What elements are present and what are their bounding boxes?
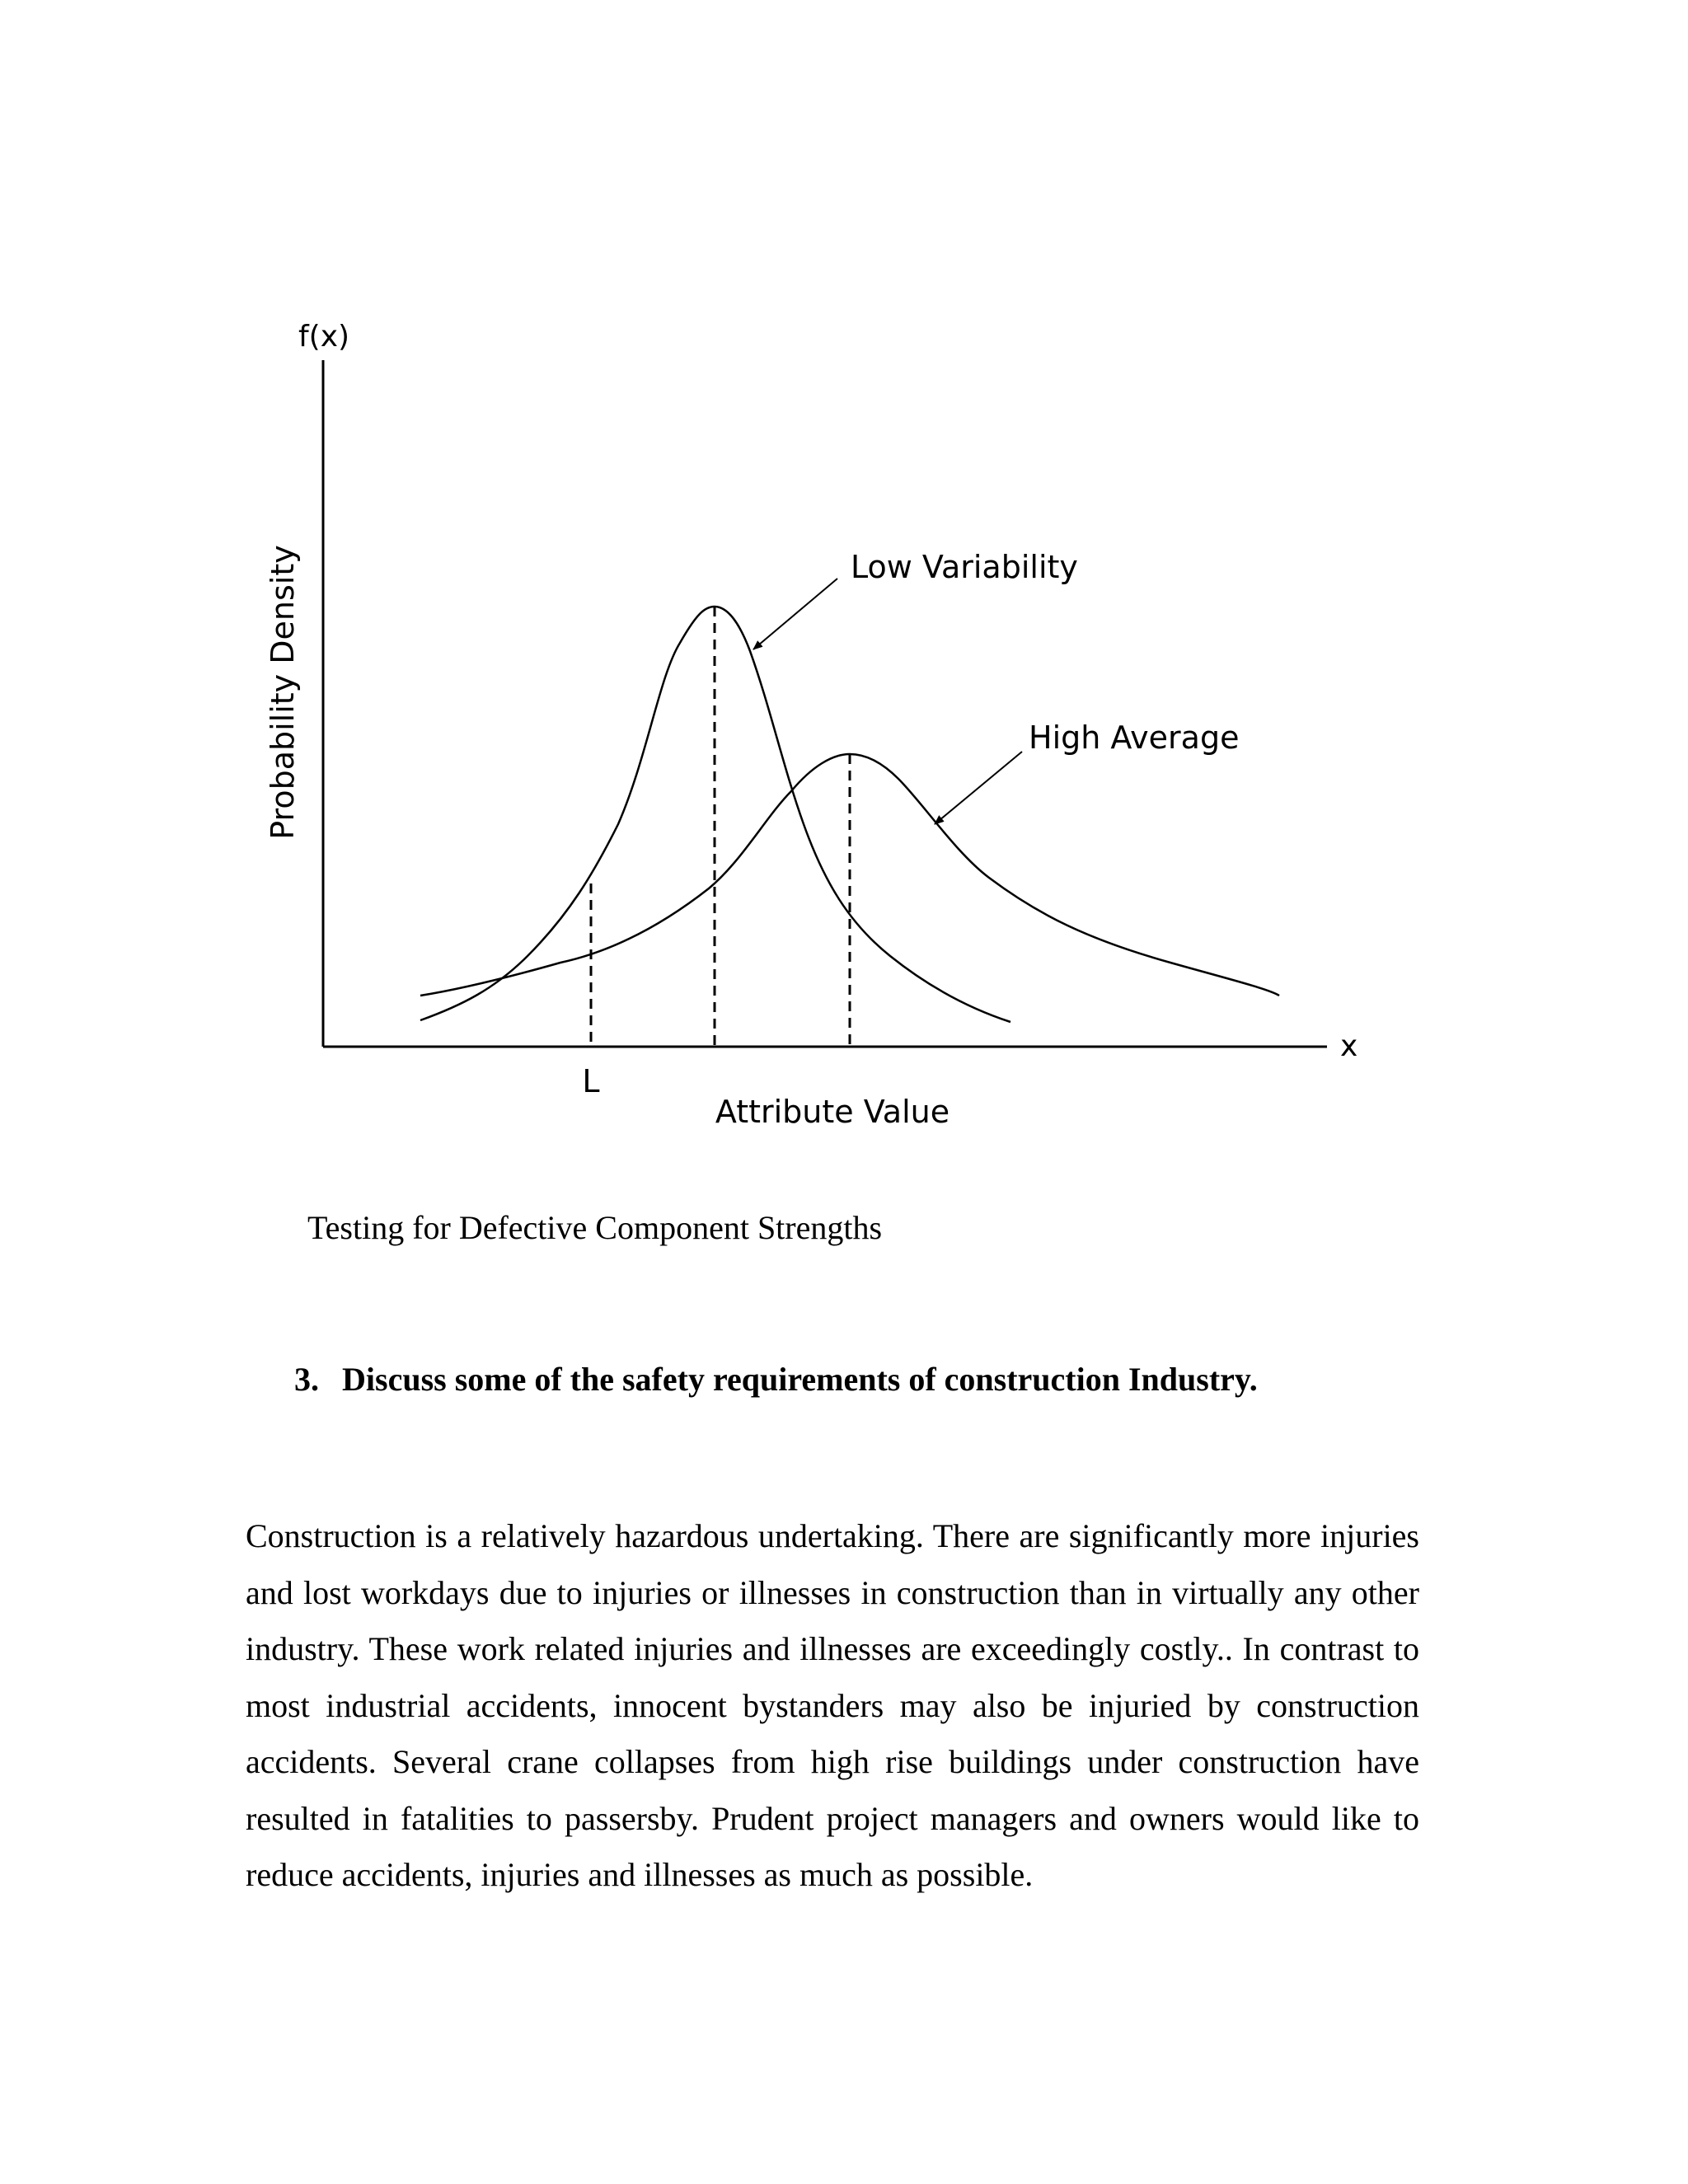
y-axis-symbol: f(x) [298, 320, 350, 354]
low-variability-arrow [753, 579, 837, 649]
y-axis-label: Probability Density [265, 545, 301, 840]
limit-marker-label: L [582, 1063, 600, 1099]
figure-caption: Testing for Defective Component Strengths [307, 1209, 883, 1246]
x-axis-symbol: x [1340, 1029, 1358, 1063]
x-axis-label: Attribute Value [715, 1094, 950, 1130]
high-average-annotation: High Average [1029, 719, 1240, 756]
question-text: Discuss some of the safety requirements of construction Industry. [342, 1361, 1258, 1398]
body-paragraph: Construction is a relatively hazardous undertaking. There are significantly more injuries and lost workdays due to injuries or illnesses in construction than in virtually any other industry. These work related injuries and illnesses are exceedingly costly.. In contrast to most industrial accidents, innocent bystanders may also be injuried by construction accidents. Several crane collapses from high rise buildings under construction have resulted in fatalities to passersby. Prudent project managers and owners would like to reduce accidents, injuries and illnesses as much as possible. [246, 1517, 1419, 1893]
question-heading [294, 1360, 1258, 1399]
high-average-arrow [935, 752, 1022, 824]
low-variability-annotation: Low Variability [851, 549, 1078, 585]
question-number: 3. [294, 1361, 319, 1398]
